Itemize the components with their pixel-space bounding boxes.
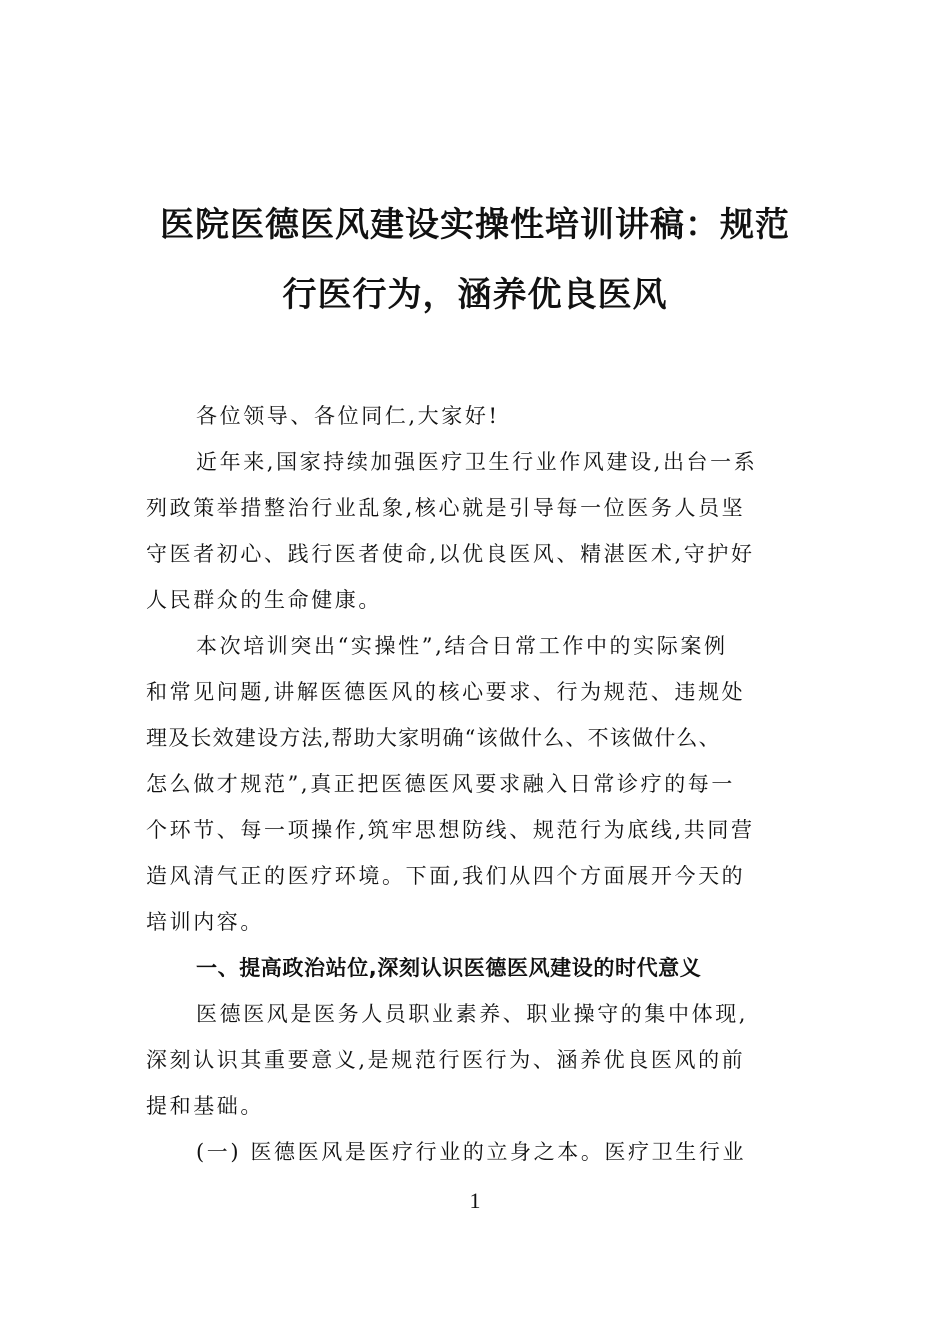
paragraph-line: 守医者初心、践行医者使命,以优良医风、精湛医术,守护好	[146, 542, 755, 566]
page-number: 1	[469, 1188, 481, 1213]
section-heading: 一、提高政治站位,深刻认识医德医风建设的时代意义	[196, 956, 702, 980]
subsection-line: (一) 医德医风是医疗行业的立身之本。医疗卫生行业	[196, 1140, 747, 1164]
paragraph-line: 和常见问题,讲解医德医风的核心要求、行为规范、违规处	[146, 680, 746, 704]
paragraph-line: 造风清气正的医疗环境。下面,我们从四个方面展开今天的	[146, 864, 746, 888]
paragraph-line: 深刻认识其重要意义,是规范行医行为、涵养优良医风的前	[146, 1048, 746, 1072]
paragraph-line: 培训内容。	[146, 910, 264, 934]
greeting-line: 各位领导、各位同仁,大家好!	[196, 404, 500, 428]
document-title	[140, 190, 810, 330]
title-line-2: 行医行为，涵养优良医风	[282, 275, 668, 315]
paragraph-line: 理及长效建设方法,帮助大家明确“该做什么、不该做什么、	[146, 726, 721, 750]
paragraph-line: 医德医风是医务人员职业素养、职业操守的集中体现,	[196, 1002, 749, 1026]
paragraph-line: 提和基础。	[146, 1094, 264, 1118]
paragraph-line: 人民群众的生命健康。	[146, 588, 382, 612]
paragraph-line: 近年来,国家持续加强医疗卫生行业作风建设,出台一系	[196, 450, 758, 474]
paragraph-line: 个环节、每一项操作,筑牢思想防线、规范行为底线,共同营	[146, 818, 755, 842]
paragraph-line: 怎么做才规范”,真正把医德医风要求融入日常诊疗的每一	[146, 772, 736, 796]
paragraph-line: 列政策举措整治行业乱象,核心就是引导每一位医务人员坚	[146, 496, 746, 520]
title-line-1: 医院医德医风建设实操性培训讲稿：规范	[160, 205, 790, 245]
paragraph-line: 本次培训突出“实操性”,结合日常工作中的实际案例	[196, 634, 728, 658]
document-body	[146, 393, 806, 1175]
